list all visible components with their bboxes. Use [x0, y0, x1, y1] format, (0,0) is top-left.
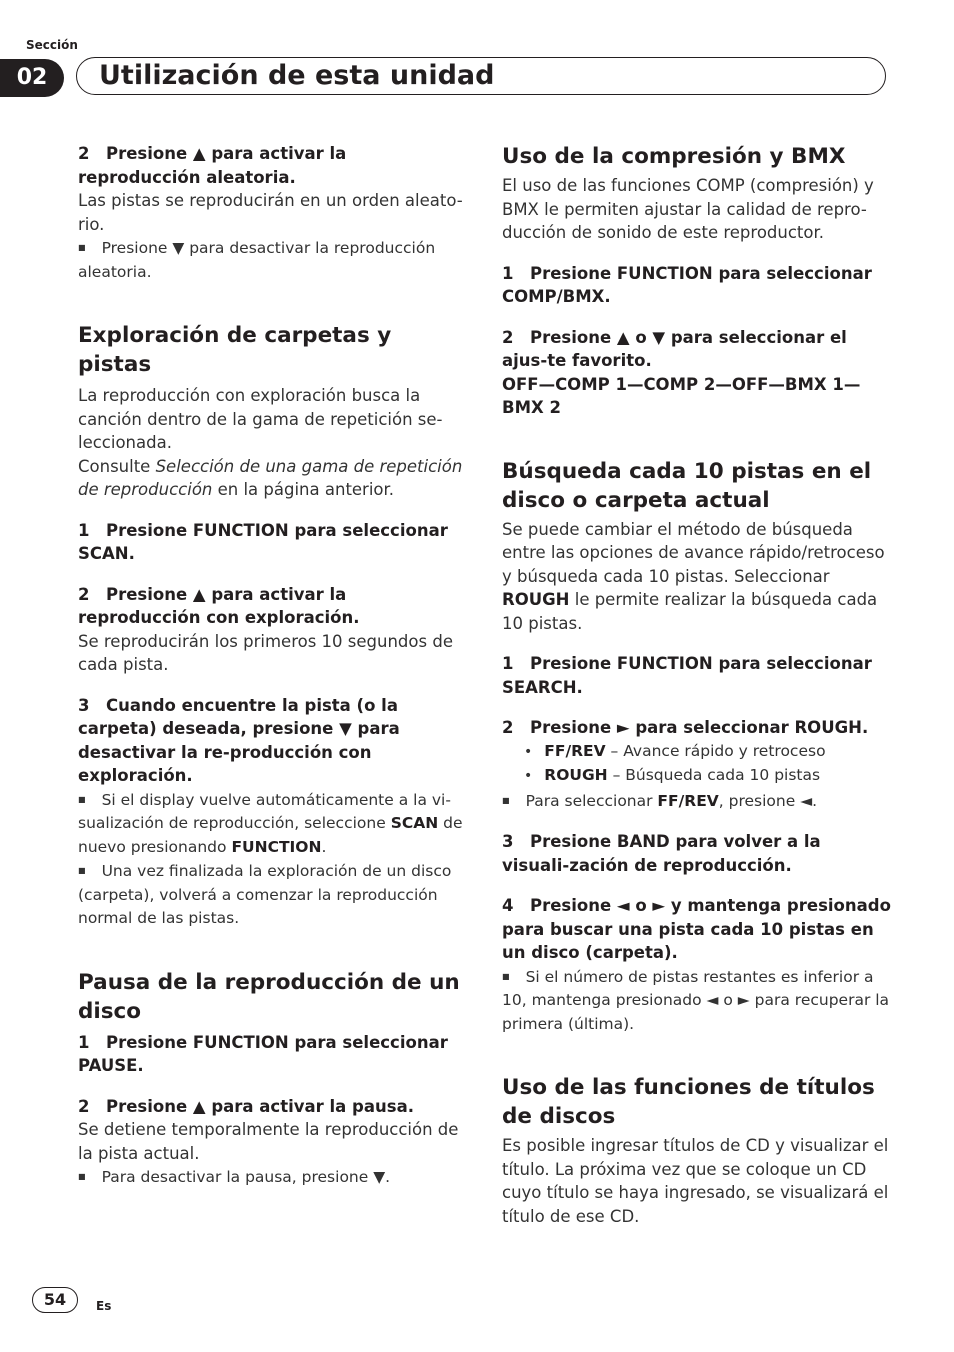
disc-title-description: Es posible ingresar títulos de CD y visualizar el título. La próxima vez que se coloque un CD cuyo título se haya ingresado, se visualizará el título de ese CD. — [502, 1136, 889, 1226]
random-description: Las pistas se reproducirán en un orden aleato-rio. — [78, 191, 463, 234]
language-code: Es — [96, 1299, 112, 1313]
scan-reference: Consulte Selección de una gama de repetición de reproducción en la página anterior. — [78, 456, 463, 499]
section-label: Sección — [26, 38, 78, 52]
step-random-on: 2 Presione ▲ para activar la reproducción aleatoria. — [78, 144, 347, 187]
comp-bmx-heading: Uso de la compresión y BMX — [502, 144, 846, 169]
random-off-note: ■ Presione ▼ para desactivar la reproducción aleatoria. — [78, 236, 468, 284]
search-description: Se puede cambiar el método de búsqueda entre las opciones de avance rápido/retroceso y búsqueda cada 10 pistas. Seleccionar ROUGH le permite realizar la búsqueda cada 10 pistas. — [502, 519, 885, 633]
pause-off-note: ■ Para desactivar la pausa, presione ▼. — [78, 1165, 468, 1190]
scan-heading: Exploración de carpetas y pistas — [78, 323, 392, 377]
scan-step-2: 2 Presione ▲ para activar la reproducción con exploración. — [78, 584, 360, 627]
disc-title-heading: Uso de las funciones de títulos de discos — [502, 1075, 875, 1129]
search-note: ■ Si el número de pistas restantes es inferior a 10, mantenga presionado ◄ o ► para recuperar la primera (última). — [502, 965, 892, 1037]
comp-bmx-description: El uso de las funciones COMP (compresión) y BMX le permiten ajustar la calidad de repro-ducción de sonido de este reproductor. — [502, 176, 874, 242]
ffrev-bullet: • FF/REV – Avance rápido y retroceso — [524, 740, 892, 765]
scan-note-1: ■ Si el display vuelve automáticamente a la vi-sualización de reproducción, seleccione SCAN de nuevo presionando FUNCTION. — [78, 788, 468, 860]
pause-step-1: 1 Presione FUNCTION para seleccionar PAUSE. — [78, 1032, 448, 1075]
search-step-1: 1 Presione FUNCTION para seleccionar SEARCH. — [502, 654, 872, 697]
chapter-title-box — [76, 57, 886, 95]
ffrev-note: ■ Para seleccionar FF/REV, presione ◄. — [502, 789, 892, 814]
rough-bullet: • ROUGH – Búsqueda cada 10 pistas — [524, 764, 892, 789]
section-number-badge: 02 — [0, 59, 64, 97]
search-step-2: 2 Presione ► para seleccionar ROUGH. — [502, 718, 869, 737]
page-number: 54 — [32, 1287, 78, 1313]
scan-step-1: 1 Presione FUNCTION para seleccionar SCAN. — [78, 520, 448, 563]
scan-description: La reproducción con exploración busca la canción dentro de la gama de repetición se-leccionada. — [78, 386, 443, 452]
search-step-3: 3 Presione BAND para volver a la visuali-zación de reproducción. — [502, 832, 821, 875]
left-column — [78, 142, 468, 1190]
comp-bmx-step-1: 1 Presione FUNCTION para seleccionar COMP/BMX. — [502, 263, 872, 306]
search-heading: Búsqueda cada 10 pistas en el disco o carpeta actual — [502, 458, 872, 513]
comp-bmx-step-2: 2 Presione ▲ o ▼ para seleccionar el ajus-te favorito. — [502, 327, 847, 370]
search-step-4: 4 Presione ◄ o ► y mantenga presionado para buscar una pista cada 10 pistas en un disco (carpeta). — [502, 896, 891, 962]
comp-bmx-sequence: OFF—COMP 1—COMP 2—OFF—BMX 1—BMX 2 — [502, 374, 861, 417]
right-column — [502, 142, 892, 1228]
scan-step-3: 3 Cuando encuentre la pista (o la carpeta) deseada, presione ▼ para desactivar la re-producción con exploración. — [78, 695, 400, 785]
chapter-title: Utilización de esta unidad — [99, 60, 495, 91]
pause-step-2: 2 Presione ▲ para activar la pausa. — [78, 1096, 414, 1116]
pause-description: Se detiene temporalmente la reproducción de la pista actual. — [78, 1120, 459, 1163]
scan-note-2: ■ Una vez finalizada la exploración de un disco (carpeta), volverá a comenzar la reproducción normal de las pistas. — [78, 859, 468, 931]
scan-step-2-text: Se reproducirán los primeros 10 segundos de cada pista. — [78, 631, 453, 674]
pause-heading: Pausa de la reproducción de un disco — [78, 969, 460, 1024]
